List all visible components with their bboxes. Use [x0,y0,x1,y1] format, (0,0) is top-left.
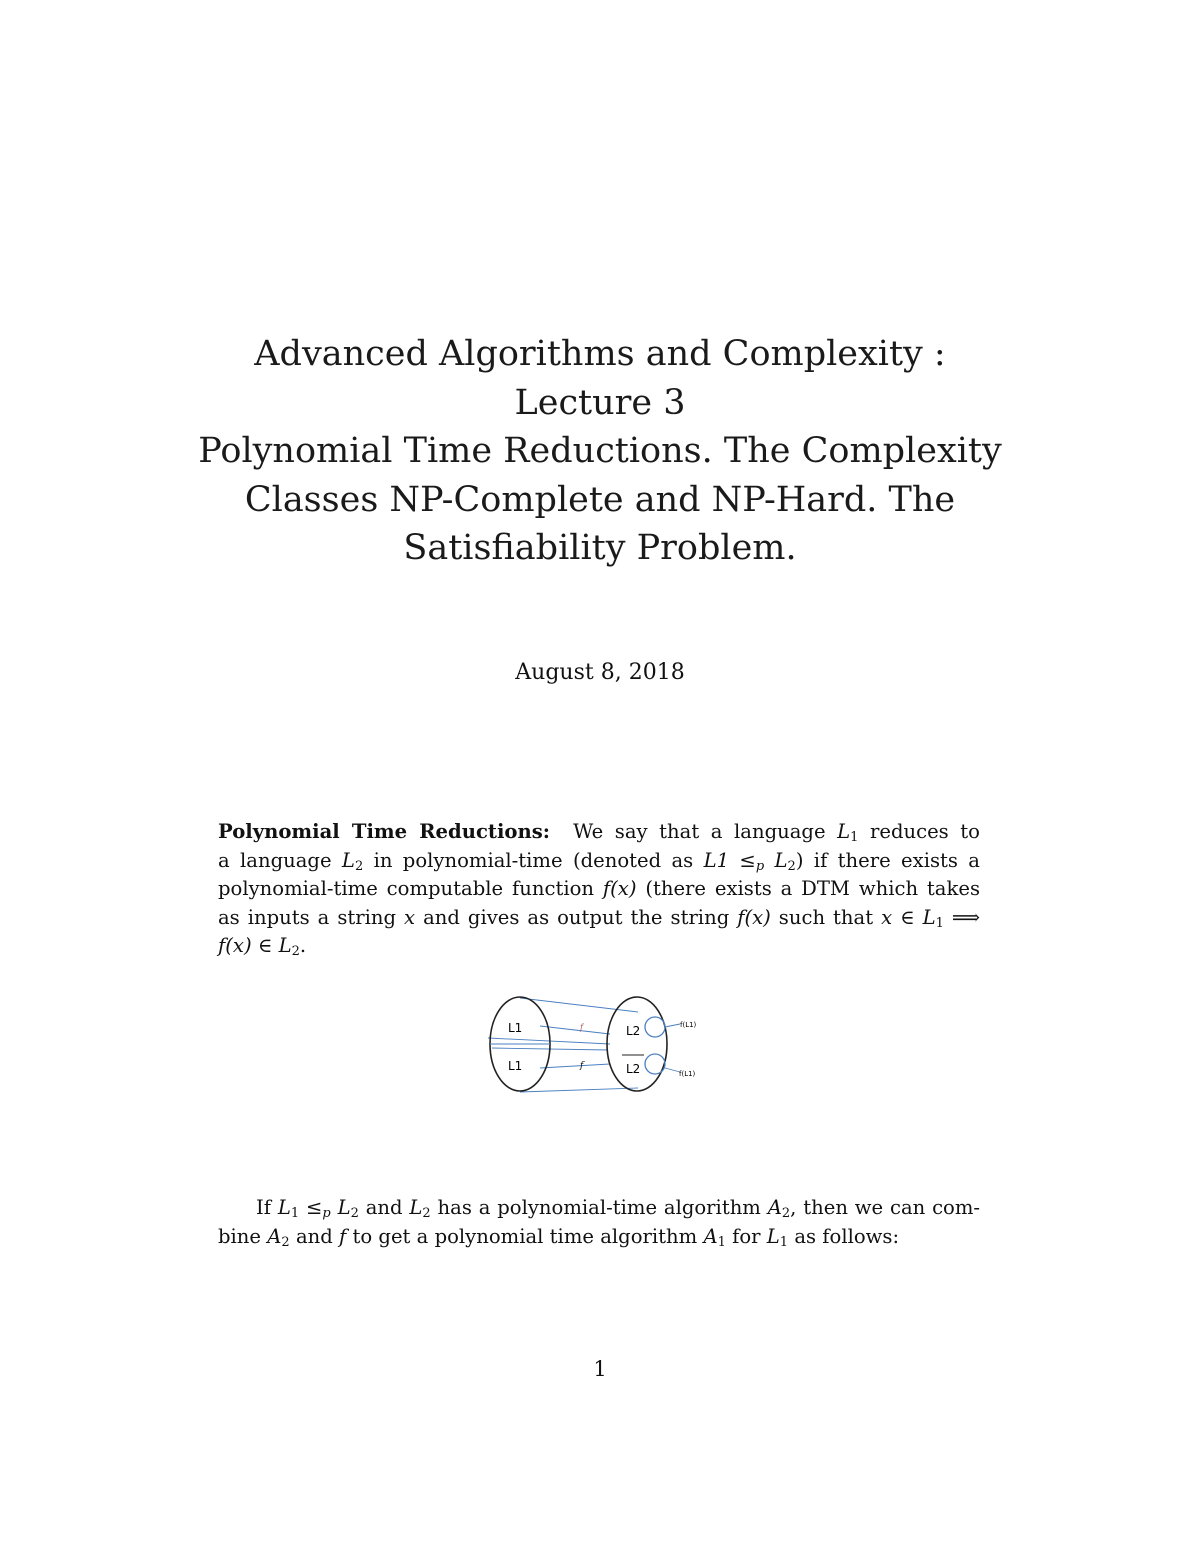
math-symbol: f(x) [602,877,637,900]
text-run: reduces to [869,820,980,843]
text-run: (there exists a DTM which takes [645,877,981,900]
math-symbol: L [278,934,292,957]
mapping-line-lower [540,1064,610,1068]
math-operator: ∈ [900,905,915,929]
math-symbol: f [339,1224,347,1248]
section-heading: Polynomial Time Reductions: [218,820,550,843]
text-run: as inputs a string [218,905,397,929]
algorithm-composition-paragraph [218,1194,980,1251]
paragraph-line [218,847,980,876]
text-run: has a polynomial-time algorithm [437,1196,761,1219]
math-subscript: 1 [779,1234,789,1250]
math-subscript: 2 [350,1206,359,1221]
paragraph-line [218,1194,980,1223]
math-symbol: x [404,905,416,929]
math-symbol: L [766,1224,780,1248]
text-run: and gives as output the string [423,905,730,929]
text-run: such that [778,905,874,929]
math-symbol: f(x) [737,905,771,929]
math-symbol: L [409,1196,423,1219]
text-run: for [732,1224,761,1248]
text-run: polynomial-time computable function [218,877,595,900]
paragraph-line [218,932,980,961]
paragraph-line [218,875,980,904]
image-set-bottom [645,1054,665,1074]
text-run: a language [218,848,332,872]
label-l1-top: L1 [508,1021,523,1035]
text-run: as follows: [794,1224,900,1248]
text-run: and [295,1224,333,1248]
text-run: We say that a language [573,820,826,843]
label-f-top: f [580,1023,583,1032]
text-run: bine [218,1224,262,1248]
math-symbol: L1 [703,848,730,872]
math-operator: ≤ [739,848,756,872]
label-image-top: f(L1) [680,1021,697,1029]
math-symbol: x [881,905,893,929]
text-run: If [256,1196,271,1219]
text-run: in polynomial-time (denoted as [373,848,694,872]
math-subscript: 2 [291,944,300,959]
page-number: 1 [593,1357,607,1381]
math-subscript: 1 [935,915,944,931]
title-line-3: Polynomial Time Reductions. The Complexity [198,431,1002,471]
math-symbol: L [922,905,936,929]
label-image-bottom: f(L1) [679,1070,696,1078]
mapping-line-bottom [520,1088,638,1092]
math-subscript: p [755,858,765,874]
text-run: . [299,934,307,957]
paragraph-line [218,1223,980,1252]
math-subscript: 2 [781,1206,791,1221]
math-symbol: A [267,1224,282,1248]
math-symbol: L [837,820,851,843]
math-symbol: L [341,848,355,872]
math-operator: ⟹ [951,905,980,929]
math-operator: ≤ [305,1196,323,1219]
arrow-bottom [665,1068,680,1072]
language-l2-ellipse [607,997,667,1091]
math-symbol: A [703,1224,718,1248]
title-line-5: Satisfiability Problem. [403,528,797,568]
math-subscript: 1 [290,1206,300,1221]
label-l2-top: L2 [626,1024,641,1038]
math-operator: ∈ [257,934,273,957]
text-run: to get a polynomial time algorithm [352,1224,698,1248]
math-symbol: f(x) [218,934,252,957]
math-subscript: p [322,1206,331,1221]
title-line-2: Lecture 3 [514,382,686,423]
math-subscript: 2 [281,1234,290,1250]
math-subscript: 2 [787,858,796,874]
reduction-diagram [480,990,720,1100]
paragraph-line [218,818,980,847]
paragraph-line [218,904,980,933]
arrow-top [665,1024,680,1027]
math-subscript: 2 [354,858,364,874]
math-symbol: L [774,848,788,872]
label-l2-bottom: L2 [626,1062,641,1076]
text-run: and [365,1196,403,1219]
title-line-1: Advanced Algorithms and Complexity : [254,334,946,374]
math-subscript: 1 [850,830,859,845]
math-symbol: A [767,1196,782,1219]
label-f-bottom: f [580,1061,584,1071]
mapping-line-upper [540,1026,610,1034]
label-l1-bottom: L1 [508,1059,523,1073]
title-line-4: Classes NP-Complete and NP-Hard. The [244,479,956,520]
reduction-definition-paragraph [218,818,980,961]
document-title [150,330,1050,573]
text-run: , then we can com- [790,1196,981,1219]
image-set-top [645,1017,665,1037]
math-symbol: L [337,1196,351,1219]
text-run: ) if there exists a [795,848,980,872]
math-subscript: 1 [717,1234,726,1250]
math-subscript: 2 [422,1206,431,1221]
mapping-line-mid-1 [488,1038,610,1044]
math-symbol: L [277,1196,291,1219]
document-date: August 8, 2018 [515,660,685,685]
